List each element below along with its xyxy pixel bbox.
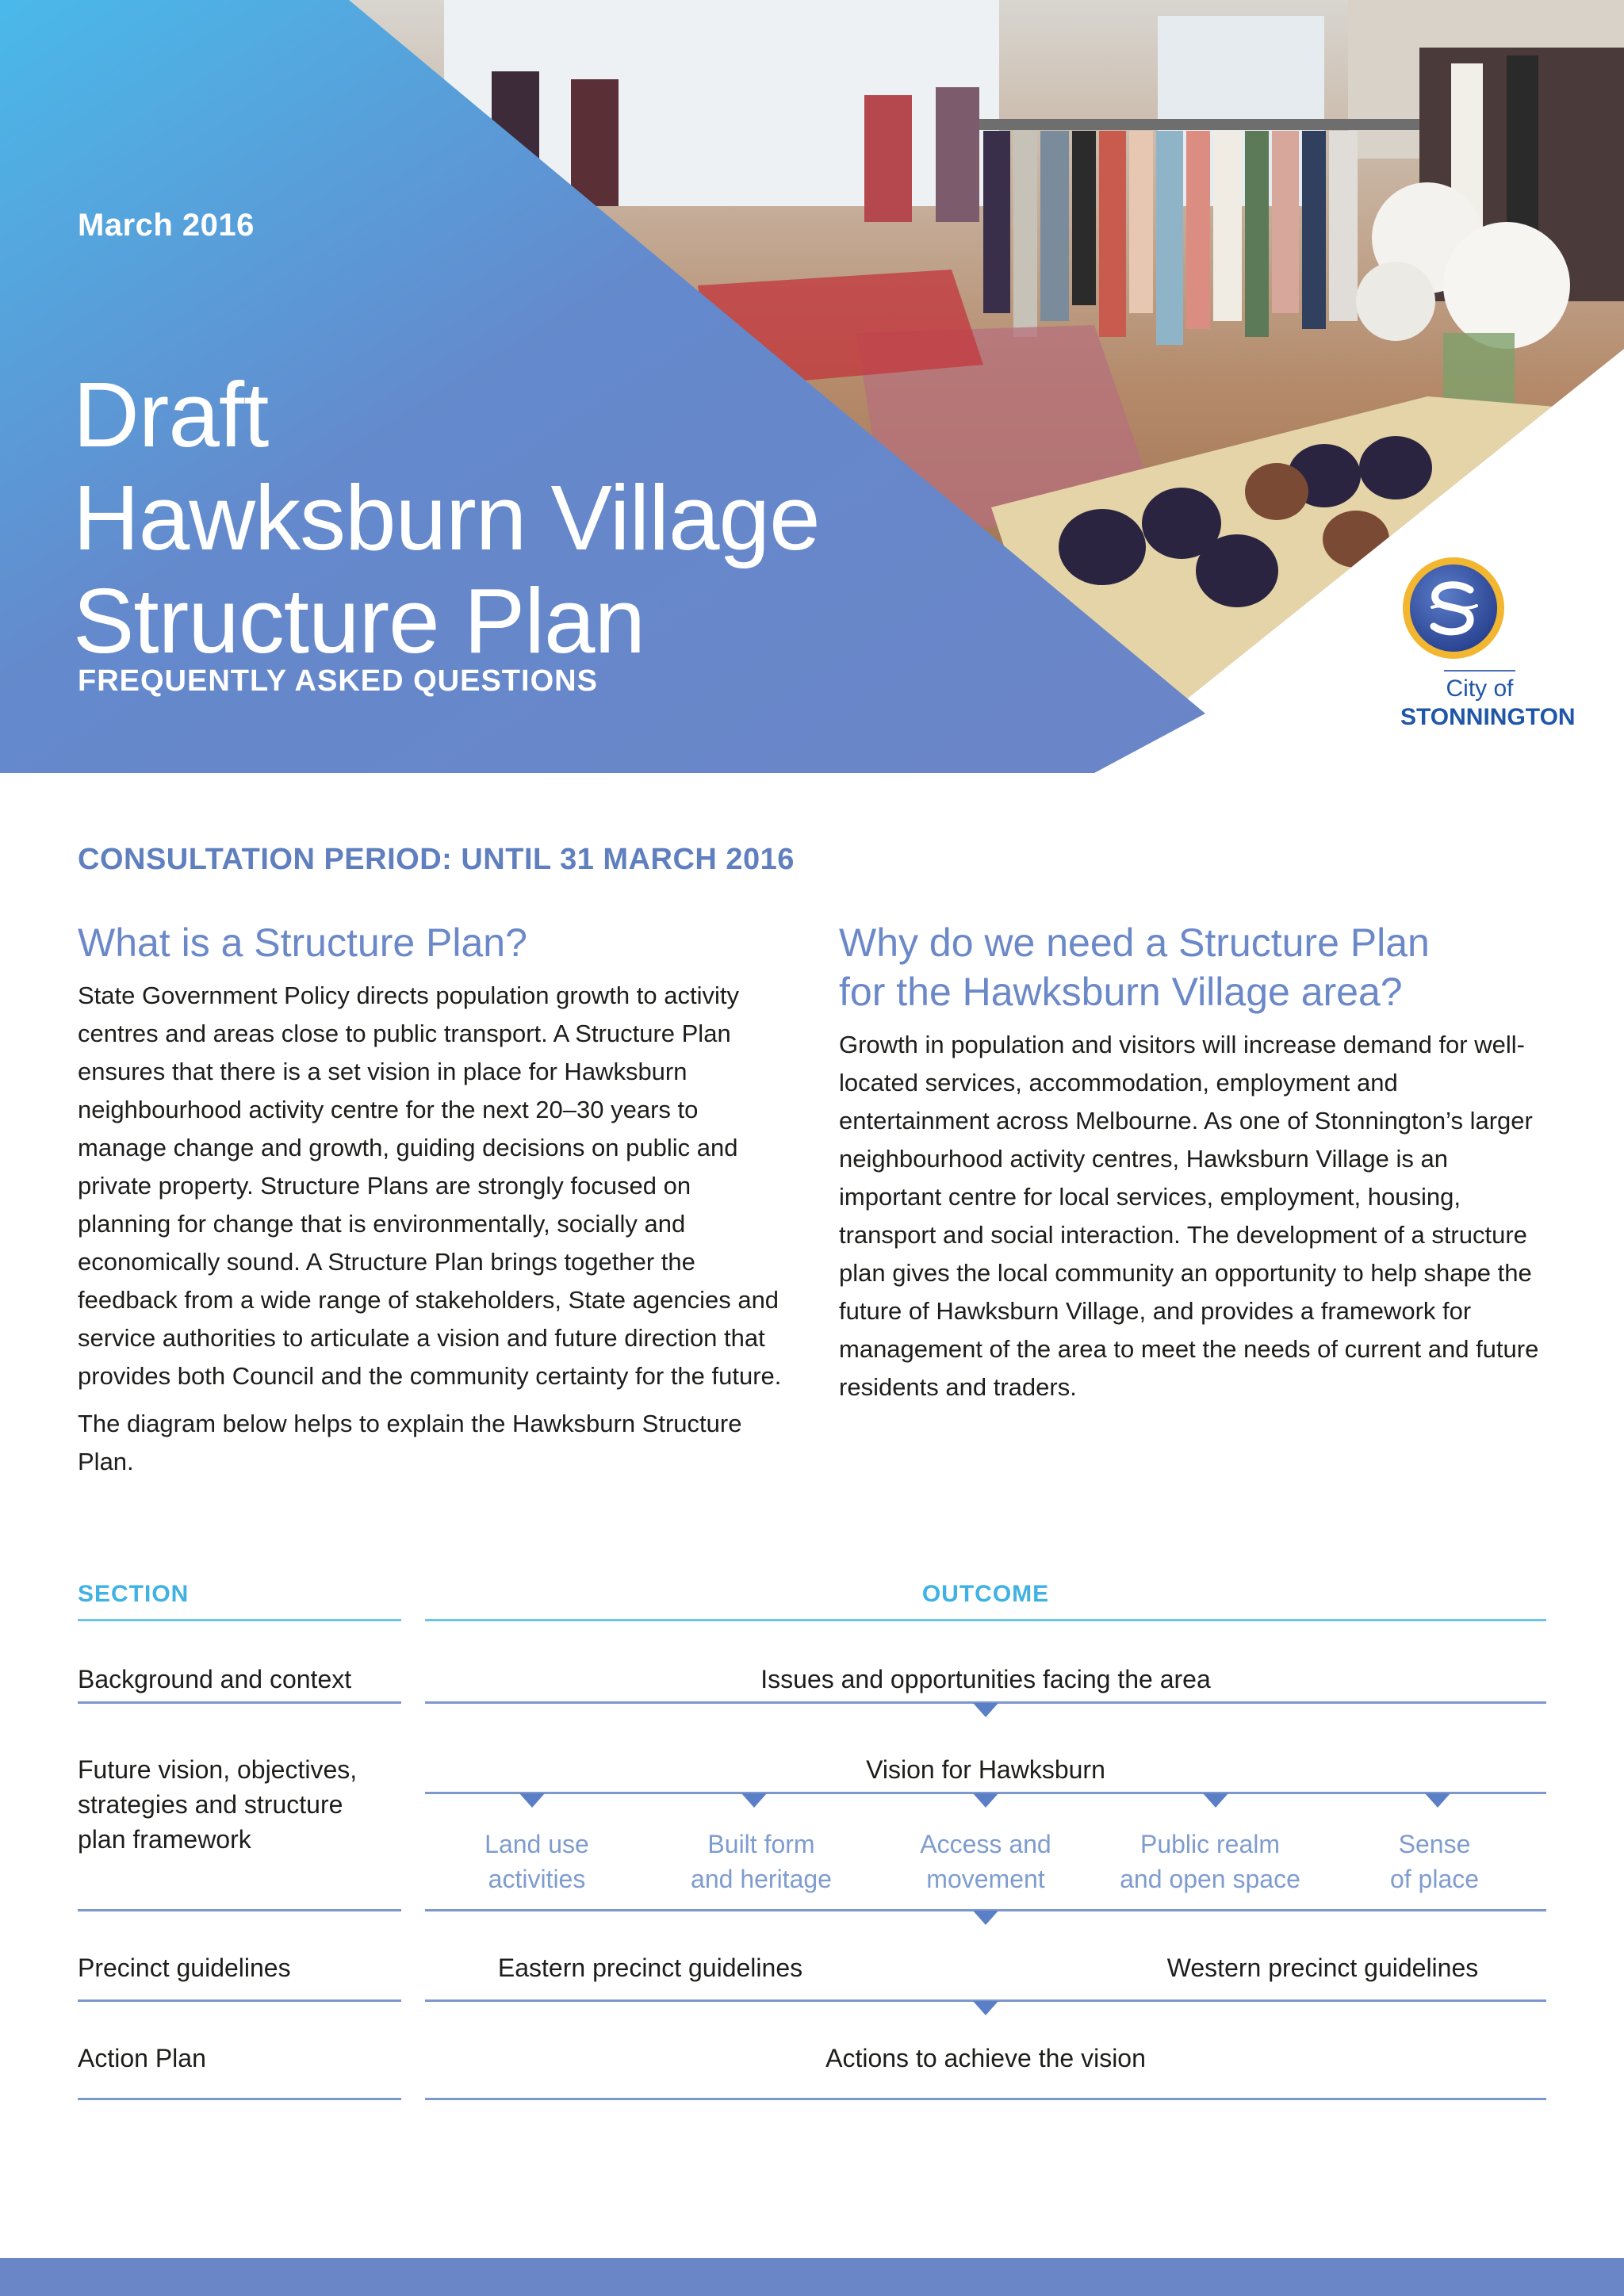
row-rule [78, 1701, 401, 1704]
section-heading [839, 918, 1545, 1016]
outcome-issues: Issues and opportunities facing the area [760, 1665, 1211, 1693]
section-label-vision [78, 1752, 357, 1857]
section-label-line: plan framework [78, 1825, 251, 1854]
down-arrow-icon [1425, 1793, 1450, 1808]
logo-divider [1444, 670, 1515, 672]
down-arrow-icon [973, 1911, 998, 1925]
what-is-structure-plan-section [78, 918, 783, 1490]
row-rule [78, 2098, 401, 2100]
title-line: Draft [73, 362, 269, 466]
theme-line: Public realm [1139, 1830, 1281, 1858]
footer-band [0, 2258, 1624, 2296]
hero-banner [0, 0, 1624, 773]
structure-plan-diagram [0, 1562, 1624, 2117]
theme-line: Built form [707, 1830, 815, 1858]
faq-subtitle: FREQUENTLY ASKED QUESTIONS [78, 664, 598, 698]
theme-line: and heritage [691, 1865, 832, 1893]
down-arrow-icon [973, 1703, 998, 1717]
body-paragraph: State Government Policy directs population growth to activity centres and areas close to public transport. A Structure Plan ensures that there is a set vision in place for Hawksburn neighbourhood activity centre for the next 20–30 years to manage change and growth, guiding decisions on public and private property. Structure Plans are strongly focused on planning for change that is environmentally, socially and economically sound. A Structure Plan brings together the feedback from a wide range of stakeholders, State agencies and service authorities to articulate a vision and future direction that provides both Council and the community certainty for the future. [78, 982, 782, 1390]
why-structure-plan-section [839, 918, 1545, 1416]
row-rule [78, 1999, 401, 2002]
stonnington-badge-icon [1400, 555, 1507, 661]
document-title [73, 363, 866, 672]
theme-land-use [434, 1827, 640, 1896]
header-rule [78, 1619, 401, 1621]
outcome-actions: Actions to achieve the vision [825, 2044, 1146, 2072]
down-arrow-icon [973, 2001, 998, 2015]
body-paragraph: Growth in population and visitors will increase demand for well-located services, accommodation, employment and entertainment across Melbourne. As one of Stonnington’s larger neighbourhood activity centres, Hawksburn Village is an important centre for local services, employment, housing, transport and social interaction. The development of a structure plan gives the local community an opportunity to help shape the future of Hawksburn Village, and provides a framework for management of the area to meet the needs of current and future residents and traders. [839, 1031, 1539, 1401]
logo-name: STONNINGTON [1400, 704, 1576, 730]
theme-line: Land use [485, 1830, 589, 1858]
row-rule [425, 2098, 1546, 2100]
down-arrow-icon [519, 1793, 545, 1808]
section-label-action: Action Plan [78, 2044, 206, 2072]
theme-line: movement [926, 1865, 1045, 1893]
section-label-precinct: Precinct guidelines [78, 1954, 291, 1982]
theme-line: of place [1389, 1865, 1480, 1893]
section-label-line: Future vision, objectives, [78, 1755, 358, 1784]
logo-city-of: City of [1446, 675, 1514, 702]
theme-public-realm [1107, 1827, 1313, 1896]
body-paragraph: The diagram below helps to explain the Hawksburn Structure Plan. [78, 1410, 742, 1475]
theme-line: activities [488, 1865, 586, 1893]
down-arrow-icon [1203, 1793, 1228, 1808]
header-rule [425, 1619, 1546, 1621]
consultation-period: CONSULTATION PERIOD: UNTIL 31 MARCH 2016 [78, 843, 795, 876]
down-arrow-icon [741, 1793, 767, 1808]
title-line: Structure Plan [73, 568, 645, 672]
outcome-eastern-precinct: Eastern precinct guidelines [497, 1954, 803, 1982]
down-arrow-icon [973, 1793, 998, 1808]
outcome-western-precinct: Western precinct guidelines [1166, 1954, 1479, 1982]
theme-access-movement [883, 1827, 1089, 1896]
theme-sense-of-place [1331, 1827, 1538, 1896]
theme-line: and open space [1120, 1865, 1300, 1893]
section-heading: What is a Structure Plan? [78, 920, 527, 965]
row-rule [78, 1909, 401, 1911]
city-of-stonnington-logo [1400, 555, 1576, 737]
section-label-background: Background and context [78, 1665, 352, 1693]
heading-line: Why do we need a Structure Plan [839, 920, 1430, 965]
heading-line: for the Hawksburn Village area? [839, 970, 1403, 1014]
title-line: Hawksburn Village [73, 465, 820, 569]
section-label-line: strategies and structure [78, 1790, 343, 1819]
section-column-header: SECTION [78, 1581, 190, 1607]
publication-date: March 2016 [78, 208, 255, 243]
theme-line: Access and [920, 1830, 1051, 1858]
outcome-vision: Vision for Hawksburn [866, 1755, 1105, 1784]
outcome-column-header: OUTCOME [921, 1581, 1050, 1607]
theme-line: Sense [1398, 1830, 1471, 1858]
theme-built-form [658, 1827, 864, 1896]
